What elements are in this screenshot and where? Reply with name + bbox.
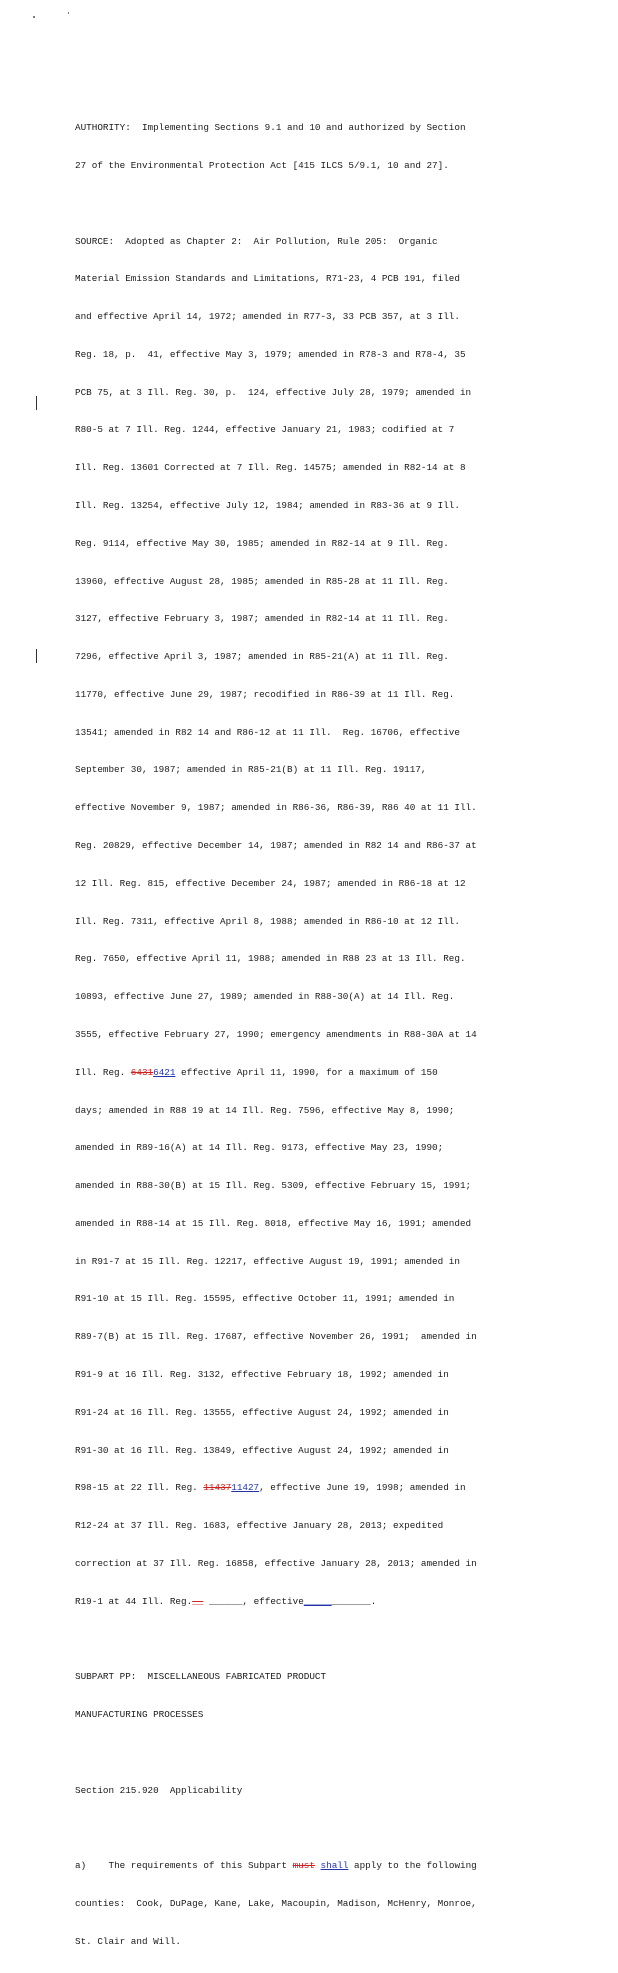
source-line-amended: Ill. Reg. 64316421 effective April 11, 1990, for a maximum of 150 bbox=[75, 1066, 438, 1078]
source-line: R91-9 at 16 Ill. Reg. 3132, effective February 18, 1992; amended in bbox=[75, 1368, 449, 1380]
change-bar bbox=[36, 649, 37, 663]
source-line: R12-24 at 37 Ill. Reg. 1683, effective January 28, 2013; expedited bbox=[75, 1520, 444, 1532]
inserted-text: shall bbox=[320, 1860, 349, 1872]
blank-field: _____ bbox=[303, 1595, 332, 1607]
inserted-text: 11427 bbox=[231, 1482, 260, 1494]
source-line: PCB 75, at 3 Ill. Reg. 30, p. 124, effective July 28, 1979; amended in bbox=[75, 386, 472, 398]
source-line: effective November 9, 1987; amended in R86-36, R86-39, R86 40 at 11 Ill. bbox=[75, 802, 477, 814]
paragraph-a-line: counties: Cook, DuPage, Kane, Lake, Macoupin, Madison, McHenry, Monroe, bbox=[75, 1897, 477, 1909]
source-line: R80-5 at 7 Ill. Reg. 1244, effective January 21, 1983; codified at 7 bbox=[75, 424, 455, 436]
source-line: Ill. Reg. 7311, effective April 8, 1988; amended in R86-10 at 12 Ill. bbox=[75, 915, 460, 927]
source-line: Reg. 18, p. 41, effective May 3, 1979; amended in R78-3 and R78-4, 35 bbox=[75, 348, 466, 360]
change-bar bbox=[36, 396, 37, 410]
source-line: correction at 37 Ill. Reg. 16858, effective January 28, 2013; amended in bbox=[75, 1557, 477, 1569]
inserted-text: 6421 bbox=[153, 1066, 176, 1078]
source-line-blanks: R19-1 at 44 Ill. Reg.__ ______, effective____________. bbox=[75, 1595, 377, 1607]
blank-field: ______ bbox=[208, 1595, 243, 1607]
source-line: 3555, effective February 27, 1990; emergency amendments in R88-30A at 14 bbox=[75, 1028, 477, 1040]
source-line: 13541; amended in R82 14 and R86-12 at 11 Ill. Reg. 16706, effective bbox=[75, 726, 460, 738]
subpart-heading bbox=[75, 1646, 545, 1747]
source-line: Ill. Reg. 13601 Corrected at 7 Ill. Reg. 14575; amended in R82-14 at 8 bbox=[75, 462, 466, 474]
source-line: and effective April 14, 1972; amended in R77-3, 33 PCB 357, at 3 Ill. bbox=[75, 311, 460, 323]
subpart-title: MANUFACTURING PROCESSES bbox=[75, 1709, 204, 1720]
authority-line: AUTHORITY: Implementing Sections 9.1 and 10 and authorized by Section bbox=[75, 122, 466, 134]
section-heading bbox=[75, 1759, 545, 1822]
source-line: SOURCE: Adopted as Chapter 2: Air Pollution, Rule 205: Organic bbox=[75, 235, 438, 247]
source-line: R91-24 at 16 Ill. Reg. 13555, effective August 24, 1992; amended in bbox=[75, 1406, 449, 1418]
source-line: Material Emission Standards and Limitations, R71-23, 4 PCB 191, filed bbox=[75, 273, 460, 285]
paragraph-label: a) bbox=[75, 1860, 87, 1872]
authority-note bbox=[75, 97, 545, 198]
source-line: R91-30 at 16 Ill. Reg. 13849, effective August 24, 1992; amended in bbox=[75, 1444, 449, 1456]
deleted-text: must bbox=[292, 1860, 315, 1872]
source-line: Ill. Reg. 13254, effective July 12, 1984; amended in R83-36 at 9 Ill. bbox=[75, 500, 460, 511]
source-line: Reg. 20829, effective December 14, 1987; amended in R82 14 and R86-37 at bbox=[75, 840, 477, 852]
source-line: Reg. 9114, effective May 30, 1985; amended in R82-14 at 9 Ill. Reg. bbox=[75, 537, 449, 549]
section-title: Section 215.920 Applicability bbox=[75, 1784, 243, 1796]
authority-line: 27 of the Environmental Protection Act [415 ILCS 5/9.1, 10 and 27]. bbox=[75, 159, 449, 171]
document-page bbox=[75, 97, 545, 1973]
scan-speck bbox=[68, 12, 69, 14]
paragraph-a-line: St. Clair and Will. bbox=[75, 1935, 182, 1947]
source-line: amended in R88-14 at 15 Ill. Reg. 8018, effective May 16, 1991; amended bbox=[75, 1217, 472, 1229]
source-line: 12 Ill. Reg. 815, effective December 24, 1987; amended in R86-18 at 12 bbox=[75, 877, 466, 889]
deleted-text: 11437 bbox=[203, 1482, 232, 1494]
source-line: R89-7(B) at 15 Ill. Reg. 17687, effective November 26, 1991; amended in bbox=[75, 1331, 477, 1343]
subpart-title: SUBPART PP: MISCELLANEOUS FABRICATED PRODUCT bbox=[75, 1671, 327, 1683]
source-line: amended in R89-16(A) at 14 Ill. Reg. 9173, effective May 23, 1990; bbox=[75, 1142, 444, 1154]
deleted-text: 6431 bbox=[130, 1066, 154, 1078]
source-line: Reg. 7650, effective April 11, 1988; amended in R88 23 at 13 Ill. Reg. bbox=[75, 953, 466, 965]
scan-speck bbox=[33, 16, 35, 18]
source-line: 10893, effective June 27, 1989; amended in R88-30(A) at 14 Ill. Reg. bbox=[75, 991, 455, 1003]
source-line: in R91-7 at 15 Ill. Reg. 12217, effective August 19, 1991; amended in bbox=[75, 1255, 460, 1267]
source-line: September 30, 1987; amended in R85-21(B) at 11 Ill. Reg. 19117, bbox=[75, 764, 427, 776]
source-line: R91-10 at 15 Ill. Reg. 15595, effective October 11, 1991; amended in bbox=[75, 1293, 455, 1305]
source-line: 13960, effective August 28, 1985; amended in R85-28 at 11 Ill. Reg. bbox=[75, 575, 449, 587]
source-note bbox=[75, 210, 545, 1633]
source-line: 3127, effective February 3, 1987; amended in R82-14 at 11 Ill. Reg. bbox=[75, 613, 449, 625]
source-line-amended: R98-15 at 22 Ill. Reg. 1143711427, effective June 19, 1998; amended in bbox=[75, 1482, 466, 1494]
source-line: 11770, effective June 29, 1987; recodified in R86-39 at 11 Ill. Reg. bbox=[75, 688, 455, 700]
paragraph-a bbox=[75, 1835, 545, 1973]
source-line: 7296, effective April 3, 1987; amended in R85-21(A) at 11 Ill. Reg. bbox=[75, 651, 449, 663]
deleted-text: __ bbox=[192, 1595, 204, 1607]
blank-field: _______ bbox=[331, 1595, 371, 1607]
paragraph-a-line: a) The requirements of this Subpart must shall apply to the following bbox=[75, 1860, 477, 1872]
source-line: days; amended in R88 19 at 14 Ill. Reg. 7596, effective May 8, 1990; bbox=[75, 1104, 455, 1116]
source-line: amended in R88-30(B) at 15 Ill. Reg. 5309, effective February 15, 1991; bbox=[75, 1180, 472, 1192]
